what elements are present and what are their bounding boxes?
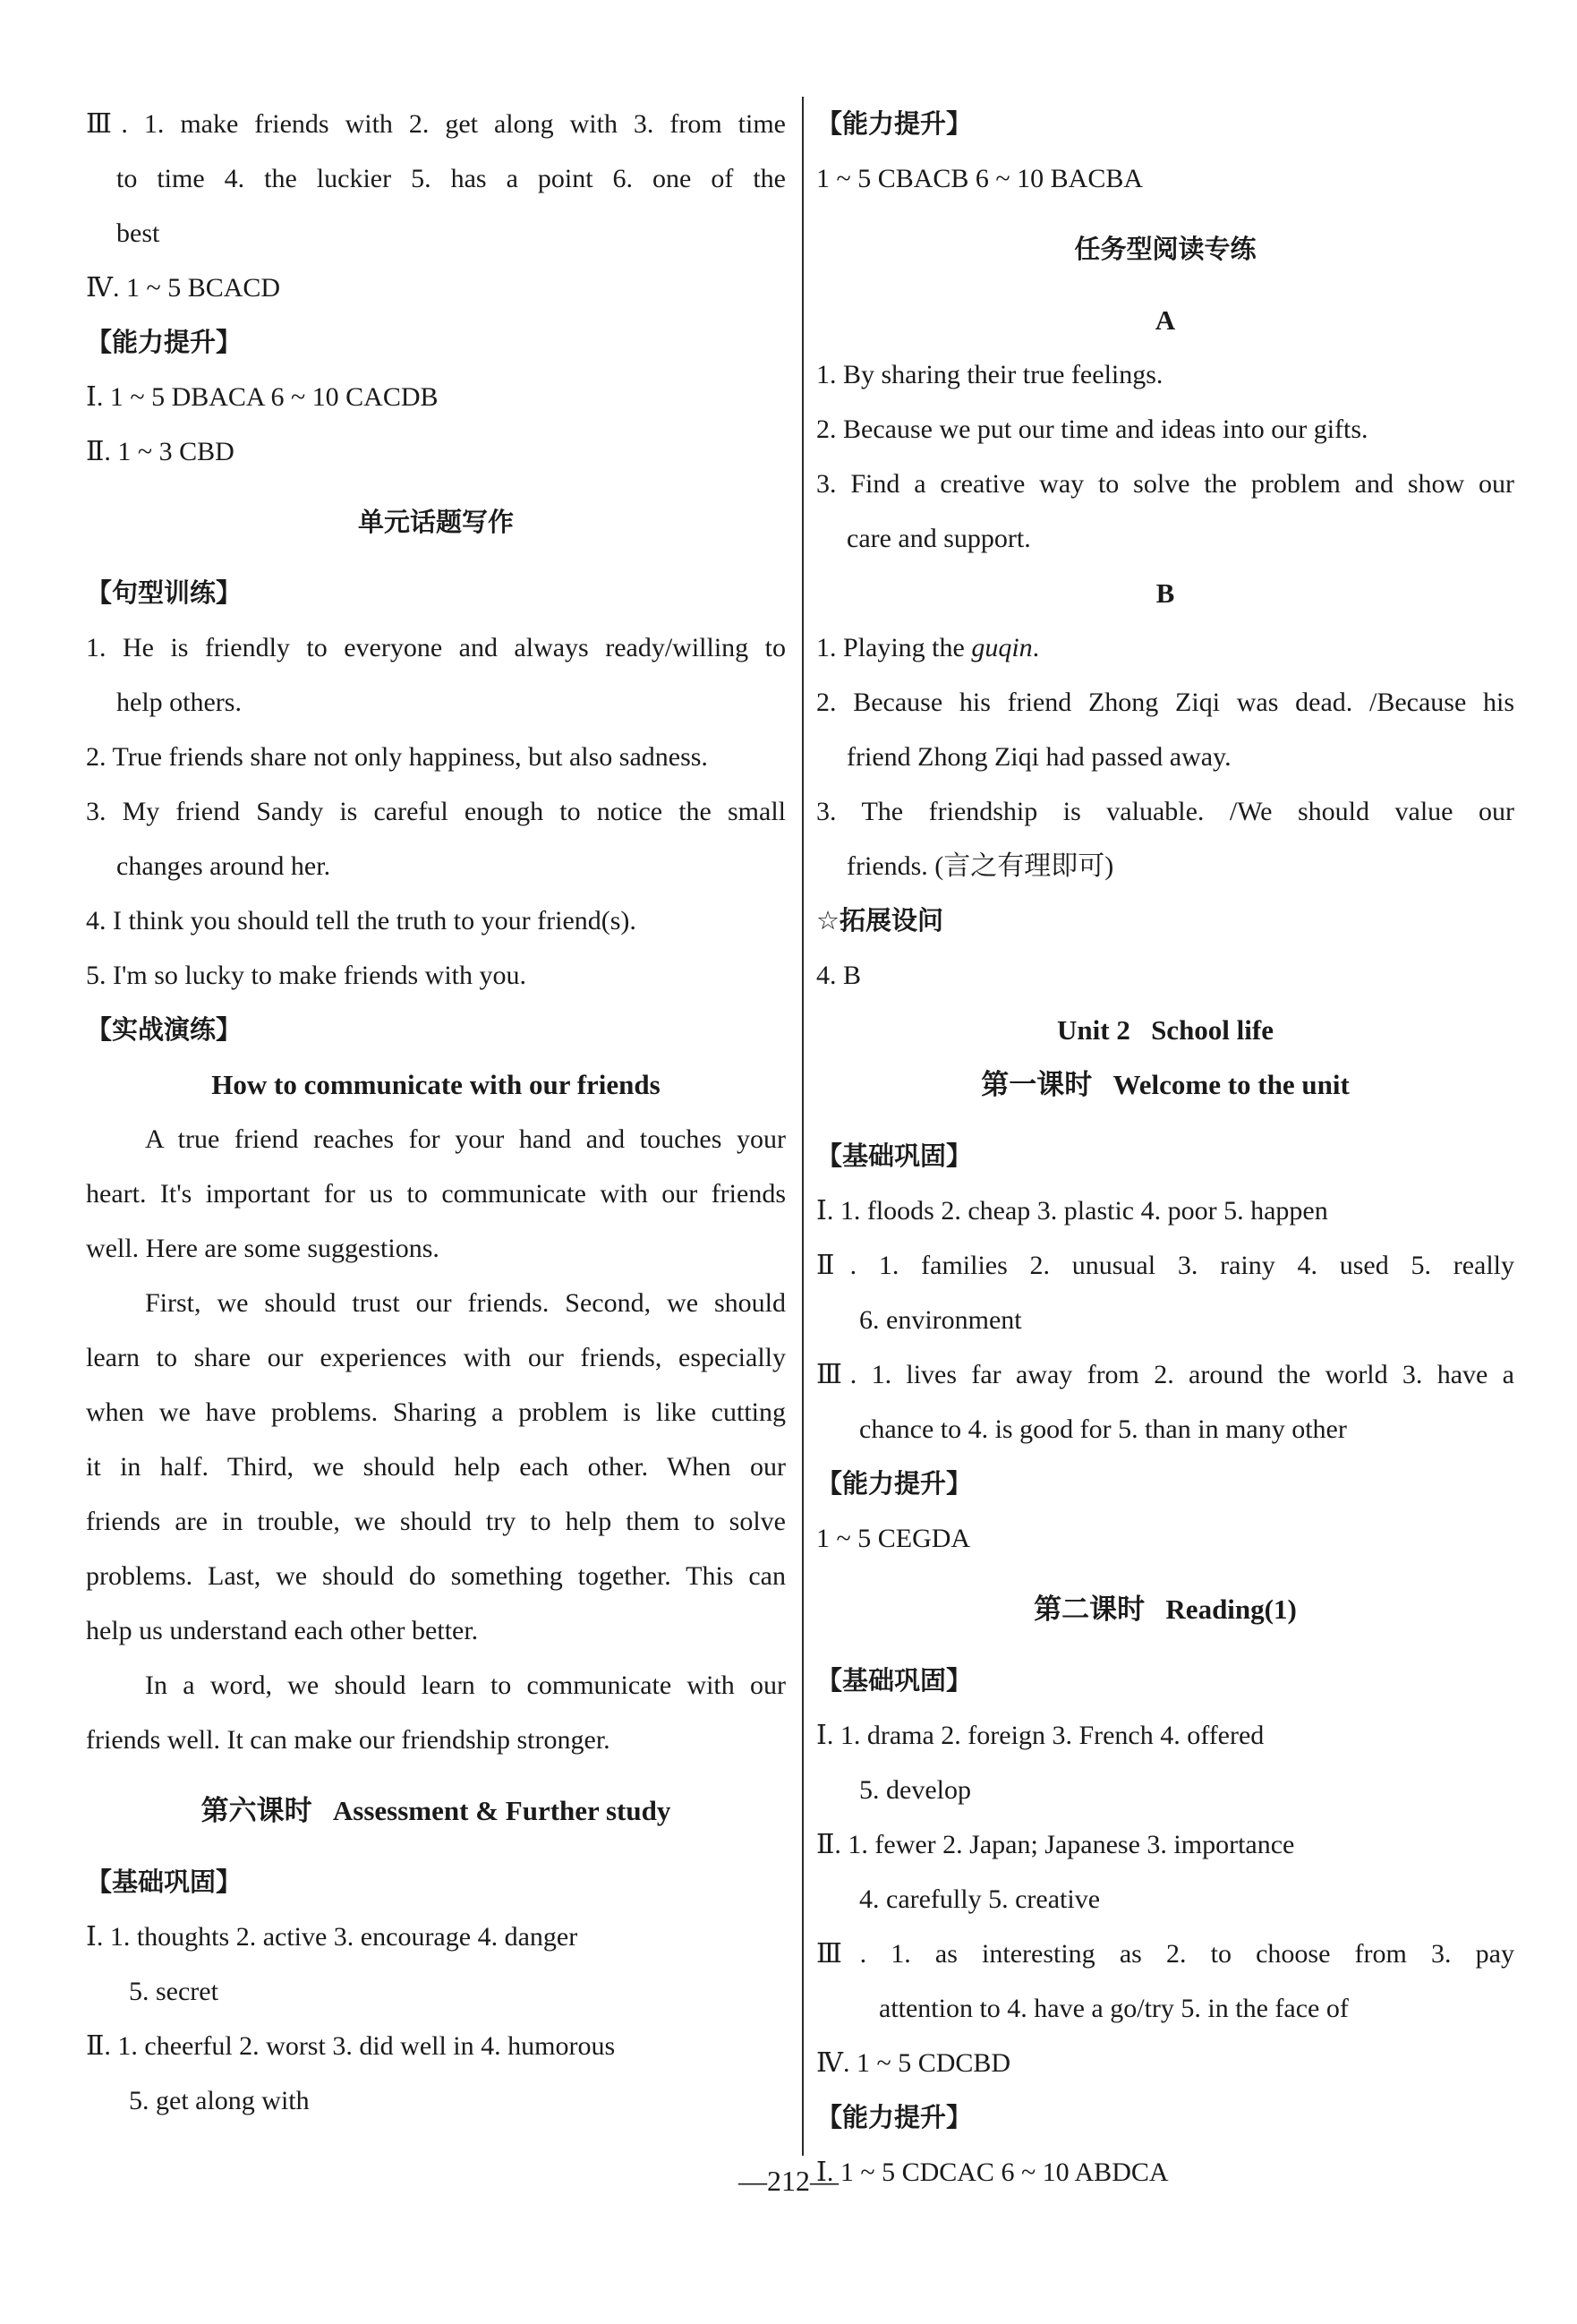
answer-line: Ⅳ. 1 ~ 5 CDCBD xyxy=(816,2048,1011,2078)
sentence-line: 2. True friends share not only happiness, but also sadness. xyxy=(86,742,708,772)
essay-line: In a word, we should learn to communicate with our xyxy=(145,1670,786,1700)
left-column xyxy=(86,97,786,2128)
answer-line: Ⅲ. 1. lives far away from 2. around the world 3. have a xyxy=(816,1360,1514,1389)
section-title: 任务型阅读专练 xyxy=(1074,234,1257,264)
answer-line: friend Zhong Ziqi had passed away. xyxy=(847,742,1232,772)
answer-line: Ⅱ. 1. cheerful 2. worst 3. did well in 4. humorous xyxy=(86,2031,616,2061)
lesson-name: Assessment & Further study xyxy=(332,1795,671,1826)
answer-line: 3. The friendship is valuable. /We should value our xyxy=(816,797,1514,826)
lesson-title xyxy=(86,1783,786,1839)
essay-line: heart. It's important for us to communicate with our friends xyxy=(86,1179,786,1209)
answer-line: 5. develop xyxy=(859,1775,971,1805)
sentence-line: 1. He is friendly to everyone and always ready/willing to xyxy=(86,633,786,662)
answer-line: friends. (言之有理即可) xyxy=(847,851,1114,881)
lesson-number: 第一课时 xyxy=(981,1069,1093,1101)
answer-line: Ⅰ. 1. drama 2. foreign 3. French 4. offered xyxy=(816,1721,1265,1750)
answer-line: Ⅱ. 1. fewer 2. Japan; Japanese 3. importance xyxy=(816,1830,1295,1859)
answer-line: Ⅰ. 1. floods 2. cheap 3. plastic 4. poor 5. happen xyxy=(816,1196,1328,1226)
section-heading: 【基础巩固】 xyxy=(816,1141,973,1171)
answer-punct: . xyxy=(1032,633,1040,662)
section-title: 单元话题写作 xyxy=(357,507,514,537)
lesson-name: Reading(1) xyxy=(1165,1593,1297,1625)
answer-line: 5. secret xyxy=(129,1977,218,2006)
essay-line: well. Here are some suggestions. xyxy=(86,1234,439,1263)
section-heading: 【基础巩固】 xyxy=(86,1867,243,1897)
column-divider xyxy=(802,97,804,2156)
answer-line: to time 4. the luckier 5. has a point 6. one of the xyxy=(116,164,786,193)
essay-line: when we have problems. Sharing a problem is like cutting xyxy=(86,1397,786,1427)
right-column xyxy=(816,97,1514,2200)
section-heading: 【实战演练】 xyxy=(86,1014,243,1045)
answer-line: Ⅱ. 1 ~ 3 CBD xyxy=(86,437,234,466)
answer-line: 3. Find a creative way to solve the problem and show our xyxy=(816,469,1514,499)
answer-line: attention to 4. have a go/try 5. in the face of xyxy=(879,1994,1349,2023)
section-heading: 【能力提升】 xyxy=(816,2102,973,2132)
answer-line: 1. By sharing their true feelings. xyxy=(816,360,1164,389)
essay-title: How to communicate with our friends xyxy=(211,1069,661,1100)
answer-line: 4. B xyxy=(816,961,862,990)
answer-line: Ⅲ. 1. make friends with 2. get along with 3. from time xyxy=(86,109,786,139)
answer-text: 1. Playing the xyxy=(816,633,972,662)
passage-label-b: B xyxy=(1155,577,1175,609)
section-heading: 【能力提升】 xyxy=(816,108,973,139)
unit-title: Unit 2 School life xyxy=(1057,1014,1274,1046)
answer-line: Ⅱ. 1. families 2. unusual 3. rainy 4. used 5. really xyxy=(816,1251,1514,1280)
passage-label-a: A xyxy=(1155,304,1176,336)
answer-line: chance to 4. is good for 5. than in many other xyxy=(859,1414,1347,1444)
section-heading: ☆拓展设问 xyxy=(816,905,943,936)
section-heading: 【能力提升】 xyxy=(816,1468,973,1499)
answer-line: best xyxy=(116,218,160,248)
answer-line: 6. environment xyxy=(859,1305,1022,1335)
sentence-line: 4. I think you should tell the truth to your friend(s). xyxy=(86,906,636,936)
sentence-line: 3. My friend Sandy is careful enough to notice the small xyxy=(86,797,786,826)
answer-line: 2. Because his friend Zhong Ziqi was dead. /Because his xyxy=(816,688,1514,717)
section-heading: 【基础巩固】 xyxy=(816,1665,973,1696)
section-heading: 【句型训练】 xyxy=(86,577,243,608)
answer-line: 1 ~ 5 CEGDA xyxy=(816,1524,971,1553)
answer-line: Ⅳ. 1 ~ 5 BCACD xyxy=(86,273,281,303)
essay-line: help us understand each other better. xyxy=(86,1616,479,1645)
lesson-title xyxy=(816,1582,1514,1637)
answer-line xyxy=(816,620,1514,675)
essay-line: friends are in trouble, we should try to help them to solve xyxy=(86,1507,786,1536)
answer-line: 2. Because we put our time and ideas into our gifts. xyxy=(816,414,1368,444)
italic-term: guqin xyxy=(971,633,1033,662)
answer-line: 1 ~ 5 CBACB 6 ~ 10 BACBA xyxy=(816,164,1144,193)
answer-line: 4. carefully 5. creative xyxy=(859,1884,1101,1914)
answer-line: Ⅰ. 1 ~ 5 DBACA 6 ~ 10 CACDB xyxy=(86,382,439,412)
answer-line: Ⅲ. 1. as interesting as 2. to choose from 3. pay xyxy=(816,1939,1514,1969)
lesson-number: 第二课时 xyxy=(1034,1593,1146,1626)
lesson-number: 第六课时 xyxy=(200,1795,312,1827)
lesson-title xyxy=(816,1057,1514,1113)
essay-line: A true friend reaches for your hand and touches your xyxy=(145,1124,786,1154)
section-heading: 【能力提升】 xyxy=(86,327,243,357)
essay-line: friends well. It can make our friendship stronger. xyxy=(86,1725,610,1755)
sentence-line: help others. xyxy=(116,688,242,717)
lesson-name: Welcome to the unit xyxy=(1112,1069,1350,1100)
answer-line: 5. get along with xyxy=(129,2086,310,2115)
answer-line: care and support. xyxy=(847,524,1031,553)
page-number: —212— xyxy=(738,2165,839,2197)
answer-line: Ⅰ. 1. thoughts 2. active 3. encourage 4. danger xyxy=(86,1922,578,1952)
essay-line: problems. Last, we should do something together. This can xyxy=(86,1561,786,1591)
essay-line: learn to share our experiences with our friends, especially xyxy=(86,1343,786,1372)
sentence-line: changes around her. xyxy=(116,851,331,881)
answer-line: Ⅰ. 1 ~ 5 CDCAC 6 ~ 10 ABDCA xyxy=(816,2157,1169,2187)
essay-line: it in half. Third, we should help each other. When our xyxy=(86,1452,786,1482)
sentence-line: 5. I'm so lucky to make friends with you. xyxy=(86,961,526,990)
essay-line: First, we should trust our friends. Second, we should xyxy=(145,1288,786,1318)
